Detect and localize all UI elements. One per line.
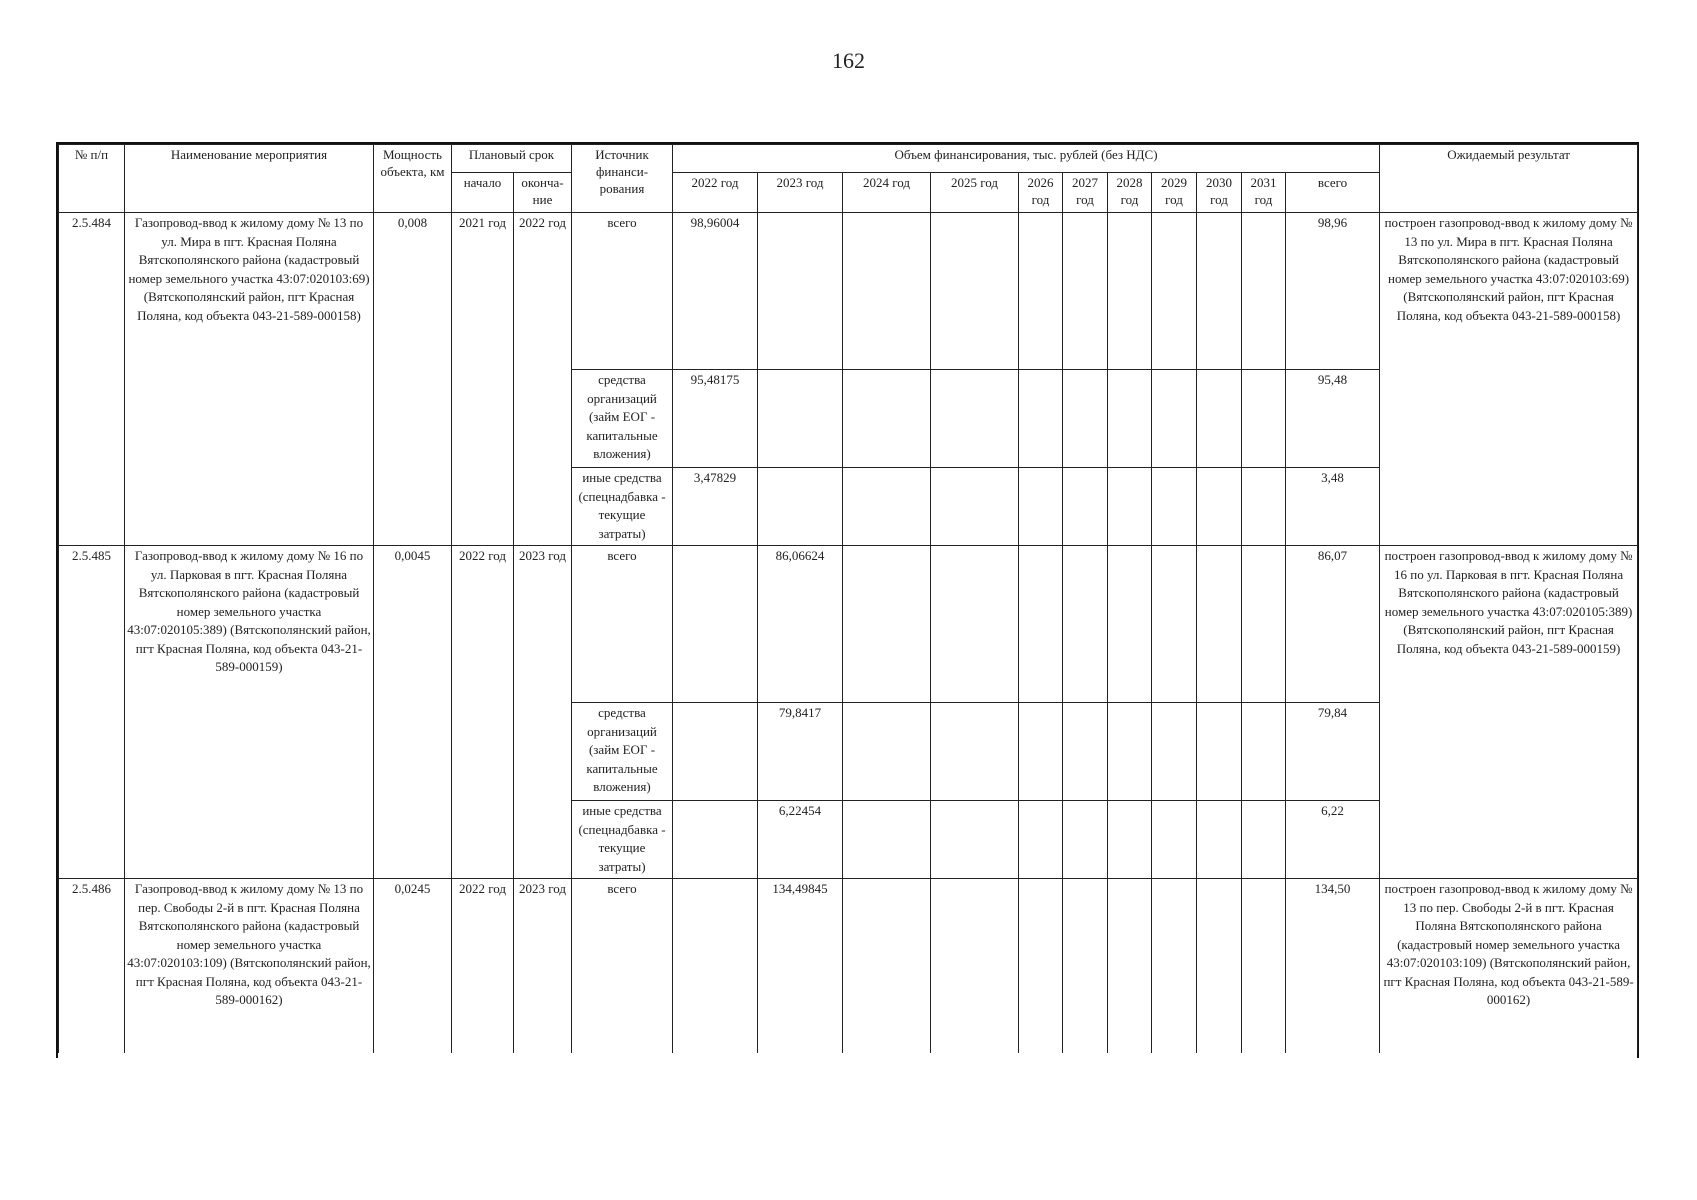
col-year-2028-header: 2028 год — [1108, 173, 1152, 213]
value-2023 — [758, 370, 843, 468]
funding-table — [58, 144, 1638, 1053]
source-label: иные средства (спецнадбавка - текущие затраты) — [572, 801, 673, 879]
col-num-header: № п/п — [59, 145, 125, 213]
value-2022 — [673, 801, 758, 879]
col-source-header: Источник финанси-рования — [572, 145, 673, 213]
col-year-2031-header: 2031 год — [1242, 173, 1286, 213]
value-2022 — [673, 546, 758, 703]
value-2022 — [673, 703, 758, 801]
table-row — [59, 546, 1638, 703]
item-number: 2.5.486 — [59, 879, 125, 1053]
item-result: построен газопровод-ввод к жилому дому № 16 по ул. Парковая в пгт. Красная Поляна Вятскополянского района (кадастровый номер земельного участка 43:07:020105:389) (Вятскополянский район, пгт Красная Поляна, код объекта 043-21-589-000159) — [1380, 546, 1638, 879]
table-row — [59, 879, 1638, 1053]
item-name: Газопровод-ввод к жилому дому № 13 по пер. Свободы 2-й в пгт. Красная Поляна Вятскополянского района (кадастровый номер земельного участка 43:07:020103:109) (Вятскополянский район, пгт Красная Поляна, код объекта 043-21-589-000162) — [125, 879, 374, 1053]
value-total: 86,07 — [1286, 546, 1380, 703]
funding-table-frame — [56, 142, 1639, 1058]
source-label: средства организаций (займ ЕОГ - капитальные вложения) — [572, 703, 673, 801]
col-year-2029-header: 2029 год — [1152, 173, 1197, 213]
value-2023: 134,49845 — [758, 879, 843, 1053]
col-result-header: Ожидаемый результат — [1380, 145, 1638, 213]
col-total-header: всего — [1286, 173, 1380, 213]
item-end: 2022 год — [514, 213, 572, 546]
col-year-2022-header: 2022 год — [673, 173, 758, 213]
item-end: 2023 год — [514, 879, 572, 1053]
col-year-2026-header: 2026 год — [1019, 173, 1063, 213]
source-label: всего — [572, 879, 673, 1053]
header-row-1 — [59, 145, 1638, 173]
col-capacity-header: Мощность объекта, км — [374, 145, 452, 213]
value-2023: 86,06624 — [758, 546, 843, 703]
col-year-2025-header: 2025 год — [931, 173, 1019, 213]
page-number: 162 — [832, 48, 865, 73]
item-capacity: 0,0245 — [374, 879, 452, 1053]
value-total: 134,50 — [1286, 879, 1380, 1053]
value-2023: 6,22454 — [758, 801, 843, 879]
col-funding-header: Объем финансирования, тыс. рублей (без НДС) — [673, 145, 1380, 173]
source-label: всего — [572, 213, 673, 370]
item-name: Газопровод-ввод к жилому дому № 16 по ул. Парковая в пгт. Красная Поляна Вятскополянского района (кадастровый номер земельного участка 43:07:020105:389) (Вятскополянский район, пгт Красная Поляна, код объекта 043-21-589-000159) — [125, 546, 374, 879]
value-total: 98,96 — [1286, 213, 1380, 370]
value-2023 — [758, 468, 843, 546]
col-year-2024-header: 2024 год — [843, 173, 931, 213]
item-result: построен газопровод-ввод к жилому дому № 13 по ул. Мира в пгт. Красная Поляна Вятскополянского района (кадастровый номер земельного участка 43:07:020103:69) (Вятскополянский район, пгт Красная Поляна, код объекта 043-21-589-000158) — [1380, 213, 1638, 546]
item-start: 2022 год — [452, 879, 514, 1053]
col-year-2027-header: 2027 год — [1063, 173, 1108, 213]
value-total: 79,84 — [1286, 703, 1380, 801]
table-row — [59, 213, 1638, 370]
value-2022: 3,47829 — [673, 468, 758, 546]
col-start-header: начало — [452, 173, 514, 213]
source-label: иные средства (спецнадбавка - текущие затраты) — [572, 468, 673, 546]
item-number: 2.5.484 — [59, 213, 125, 546]
col-planned-term-header: Плановый срок — [452, 145, 572, 173]
col-name-header: Наименование мероприятия — [125, 145, 374, 213]
col-year-2023-header: 2023 год — [758, 173, 843, 213]
value-2023: 79,8417 — [758, 703, 843, 801]
item-start: 2022 год — [452, 546, 514, 879]
col-end-header: оконча-ние — [514, 173, 572, 213]
value-2022: 98,96004 — [673, 213, 758, 370]
value-total: 95,48 — [1286, 370, 1380, 468]
value-2023 — [758, 213, 843, 370]
item-end: 2023 год — [514, 546, 572, 879]
value-2022 — [673, 879, 758, 1053]
item-number: 2.5.485 — [59, 546, 125, 879]
value-total: 6,22 — [1286, 801, 1380, 879]
item-result: построен газопровод-ввод к жилому дому № 13 по пер. Свободы 2-й в пгт. Красная Поляна Вятскополянского района (кадастровый номер земельного участка 43:07:020103:109) (Вятскополянский район, пгт Красная Поляна, код объекта 043-21-589-000162) — [1380, 879, 1638, 1053]
item-capacity: 0,008 — [374, 213, 452, 546]
source-label: всего — [572, 546, 673, 703]
item-name: Газопровод-ввод к жилому дому № 13 по ул. Мира в пгт. Красная Поляна Вятскополянского района (кадастровый номер земельного участка 43:07:020103:69) (Вятскополянский район, пгт Красная Поляна, код объекта 043-21-589-000158) — [125, 213, 374, 546]
source-label: средства организаций (займ ЕОГ - капитальные вложения) — [572, 370, 673, 468]
item-capacity: 0,0045 — [374, 546, 452, 879]
item-start: 2021 год — [452, 213, 514, 546]
col-year-2030-header: 2030 год — [1197, 173, 1242, 213]
value-total: 3,48 — [1286, 468, 1380, 546]
value-2022: 95,48175 — [673, 370, 758, 468]
